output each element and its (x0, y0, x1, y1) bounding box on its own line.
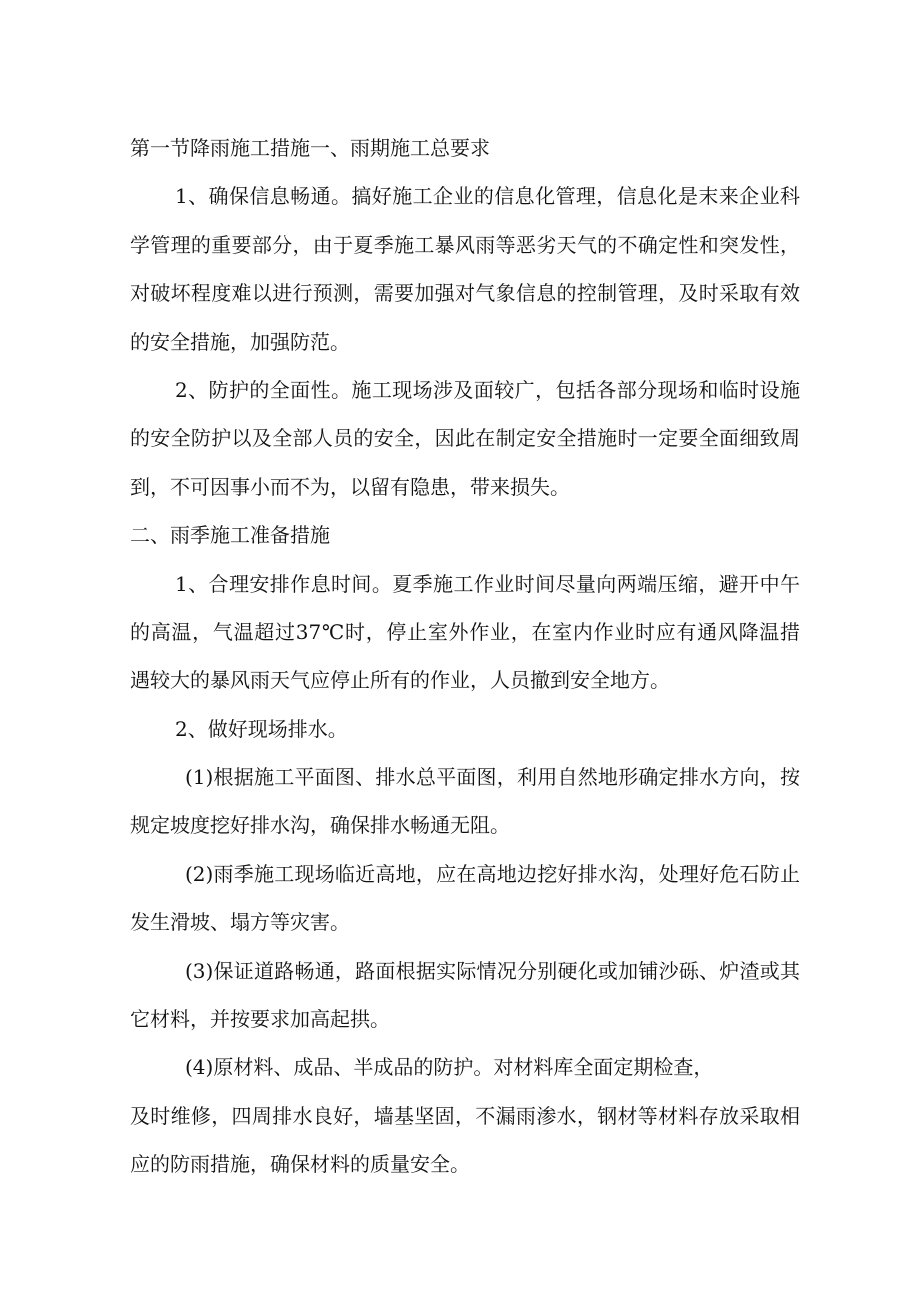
text-line: 应的防雨措施，确保材料的质量安全。 (130, 1152, 470, 1177)
text-line: 它材料，并按要求加高起拱。 (130, 1007, 390, 1032)
subsection-heading (130, 511, 800, 559)
text-line: (4)原材料、成品、半成品的防护。对材料库全面定期检查， (185, 1055, 714, 1080)
text-line: 到，不可因事小而不为，以留有隐患，带来损失。 (130, 474, 570, 499)
paragraph (130, 850, 800, 947)
text-line: 发生滑坡、塌方等灾害。 (130, 910, 350, 935)
text-line: 2、做好现场排水。 (175, 716, 348, 741)
text-line: 遇较大的暴风雨天气应停止所有的作业，人员撤到安全地方。 (130, 668, 670, 693)
text-line: 1、确保信息畅通。搞好施工企业的信息化管理，信息化是末来企业科 (175, 184, 800, 209)
paragraph (130, 947, 800, 1044)
paragraph (130, 705, 800, 753)
text-line: (2)雨季施工现场临近高地，应在高地边挖好排水沟，处理好危石防止 (185, 861, 800, 886)
text-line: 2、防护的全面性。施工现场涉及面较广，包括各部分现场和临时设施 (175, 377, 800, 402)
text-line: 二、雨季施工准备措施 (130, 523, 330, 548)
text-line: 的安全防护以及全部人员的安全，因此在制定安全措施时一定要全面细致周 (130, 426, 800, 451)
paragraph (130, 366, 800, 511)
text-line: (1)根据施工平面图、排水总平面图，利用自然地形确定排水方向，按 (185, 765, 800, 790)
paragraph (130, 560, 800, 705)
paragraph (130, 753, 800, 850)
document-body (130, 124, 800, 1189)
paragraph (130, 1092, 800, 1189)
text-line: 的高温，气温超过37℃时，停止室外作业，在室内作业时应有通风降温措 (130, 619, 800, 644)
paragraph (130, 172, 800, 366)
section-heading (130, 124, 800, 172)
text-line: 第一节降雨施工措施一、雨期施工总要求 (130, 136, 490, 160)
text-line: 及时维修，四周排水良好，墙基坚固，不漏雨渗水，钢材等材料存放采取相 (130, 1103, 800, 1128)
text-line: 1、合理安排作息时间。夏季施工作业时间尽量向两端压缩，避开中午 (175, 571, 800, 596)
text-line: (3)保证道路畅通，路面根据实际情况分别硬化或加铺沙砾、炉渣或其 (185, 958, 800, 983)
text-line: 学管理的重要部分，由于夏季施工暴风雨等恶劣天气的不确定性和突发性， (130, 232, 800, 257)
text-line: 规定坡度挖好排水沟，确保排水畅通无阻。 (130, 813, 510, 838)
paragraph (130, 1043, 800, 1091)
text-line: 对破坏程度难以进行预测，需要加强对气象信息的控制管理，及时采取有效 (130, 281, 800, 306)
text-line: 的安全措施，加强防范。 (130, 329, 350, 354)
